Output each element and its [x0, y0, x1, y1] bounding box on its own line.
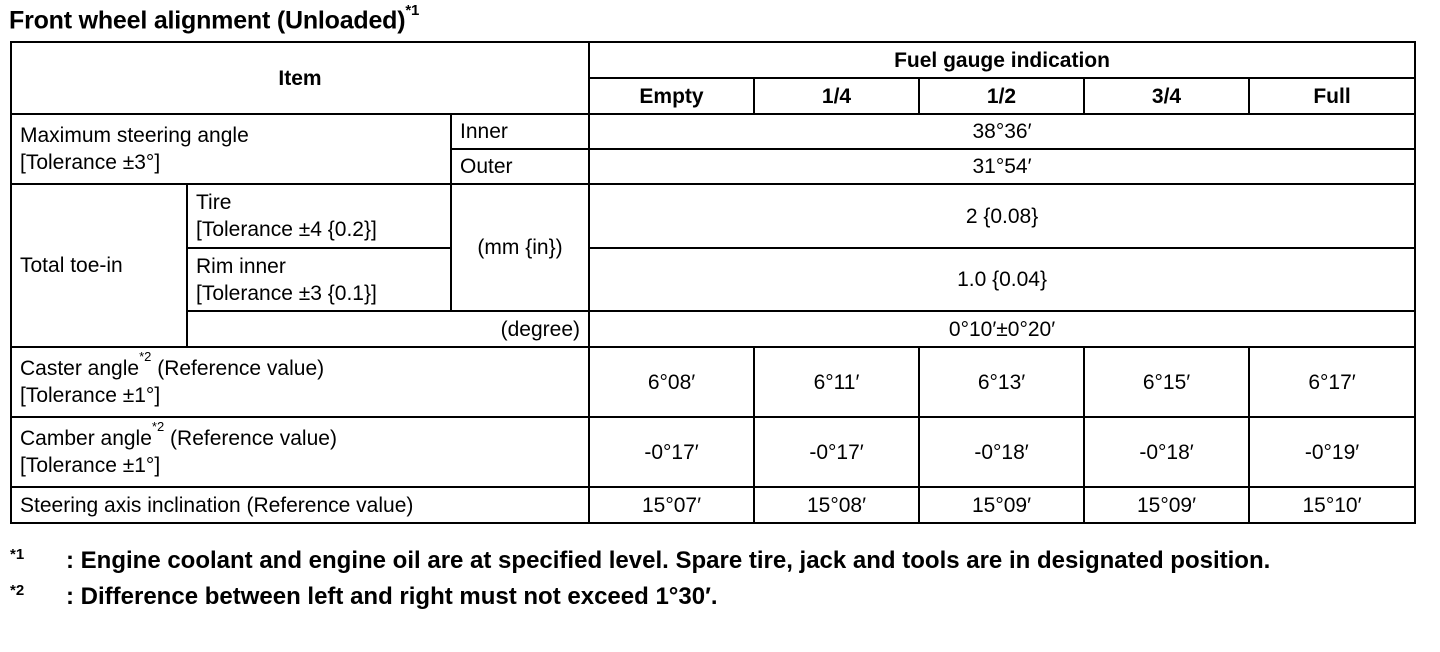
caster-label-main: Caster angle: [20, 357, 140, 380]
max-steering-tolerance: [Tolerance ±3°]: [20, 151, 161, 174]
fuel-gauge-header: Fuel gauge indication: [589, 42, 1415, 78]
footnote-2: [10, 582, 1410, 618]
caster-label-cell: [11, 347, 589, 417]
outer-label: Outer: [451, 149, 589, 184]
caster-footnote-mark: *2: [139, 349, 152, 364]
toe-in-tire-tolerance: [Tolerance ±4 {0.2}]: [196, 218, 377, 241]
camber-label-main: Camber angle: [20, 427, 152, 450]
outer-value: 31°54′: [589, 149, 1415, 184]
camber-value-full: -0°19′: [1249, 417, 1415, 487]
toe-in-label: Total toe-in: [11, 184, 187, 347]
camber-footnote-mark: *2: [151, 419, 165, 434]
toe-in-degree-value: 0°10′±0°20′: [589, 311, 1415, 347]
caster-value-quarter: 6°11′: [754, 347, 919, 417]
inner-value: 38°36′: [589, 114, 1415, 149]
camber-tolerance: [Tolerance ±1°]: [20, 454, 161, 477]
fuel-level-three-quarter: 3/4: [1084, 78, 1249, 114]
toe-in-rim-tolerance: [Tolerance ±3 {0.1}]: [196, 281, 377, 305]
caster-label: [20, 349, 580, 382]
toe-in-tire-label: Tire: [196, 191, 232, 214]
steering-axis-value-empty: 15°07′: [589, 487, 754, 523]
caster-tolerance: [Tolerance ±1°]: [20, 384, 161, 407]
steering-axis-value-half: 15°09′: [919, 487, 1084, 523]
footnote-1-text: : Engine coolant and engine oil are at specified level. Spare tire, jack and tools are in designated position.: [66, 547, 1271, 574]
toe-in-unit-degree: (degree): [187, 311, 589, 347]
caster-value-empty: 6°08′: [589, 347, 754, 417]
steering-axis-value-full: 15°10′: [1249, 487, 1415, 523]
camber-label-ref: (Reference value): [164, 427, 337, 450]
toe-in-unit-mm: (mm {in}): [451, 184, 589, 311]
steering-axis-value-three-quarter: 15°09′: [1084, 487, 1249, 523]
steering-axis-label: Steering axis inclination (Reference value): [11, 487, 589, 523]
footnote-1-mark-text: *1: [10, 546, 25, 563]
toe-in-tire-value: 2 {0.08}: [589, 184, 1415, 248]
camber-value-half: -0°18′: [919, 417, 1084, 487]
fuel-level-quarter: 1/4: [754, 78, 919, 114]
footnotes: [10, 546, 1410, 618]
page-title: [9, 2, 420, 35]
footnote-2-text: : Difference between left and right must not exceed 1°30′.: [66, 583, 718, 610]
footnote-2-mark: [10, 582, 66, 618]
caster-value-half: 6°13′: [919, 347, 1084, 417]
steering-axis-value-quarter: 15°08′: [754, 487, 919, 523]
camber-label-cell: [11, 417, 589, 487]
toe-in-rim-cell: [187, 248, 451, 311]
footnote-1-mark: [10, 546, 66, 582]
title-footnote-mark: *1: [405, 2, 420, 19]
camber-value-quarter: -0°17′: [754, 417, 919, 487]
fuel-level-full: Full: [1249, 78, 1415, 114]
toe-in-tire-cell: [187, 184, 451, 248]
toe-in-rim-label: Rim inner: [196, 254, 286, 278]
caster-label-ref: (Reference value): [151, 357, 325, 380]
caster-value-full: 6°17′: [1249, 347, 1415, 417]
title-text: Front wheel alignment (Unloaded): [9, 6, 406, 35]
max-steering-label-cell: [11, 114, 451, 184]
alignment-table: [10, 41, 1416, 524]
toe-in-rim-value: 1.0 {0.04}: [589, 248, 1415, 311]
camber-value-three-quarter: -0°18′: [1084, 417, 1249, 487]
fuel-level-empty: Empty: [589, 78, 754, 114]
max-steering-label: Maximum steering angle: [20, 124, 249, 147]
item-header: Item: [11, 42, 589, 114]
camber-label: [20, 419, 580, 452]
footnote-1: [10, 546, 1410, 582]
caster-value-three-quarter: 6°15′: [1084, 347, 1249, 417]
fuel-level-half: 1/2: [919, 78, 1084, 114]
camber-value-empty: -0°17′: [589, 417, 754, 487]
footnote-2-mark-text: *2: [10, 582, 25, 599]
inner-label: Inner: [451, 114, 589, 149]
